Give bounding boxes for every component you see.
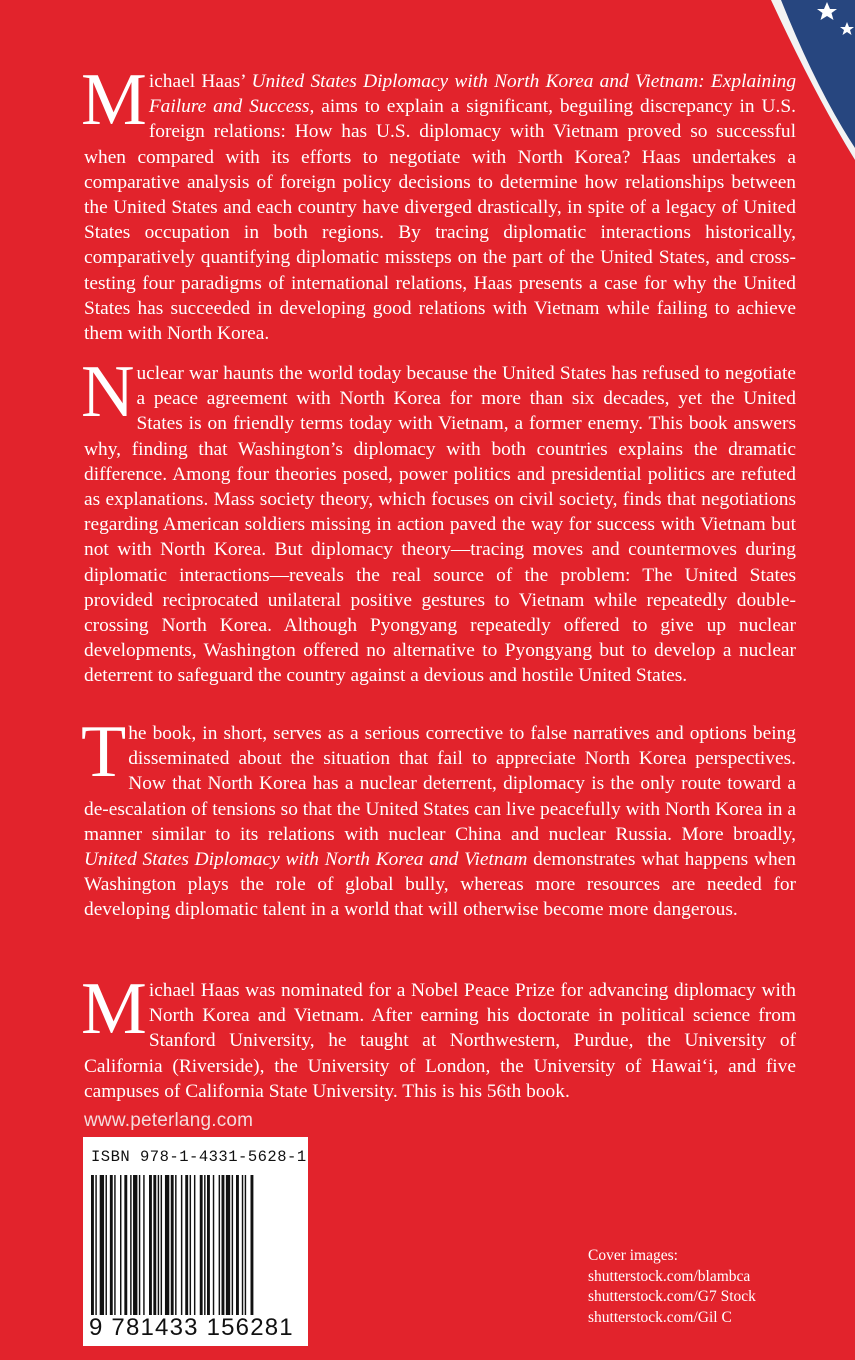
paragraph-text: ichael Haas’ xyxy=(148,71,252,92)
paragraph-text: , aims to explain a significant, beguiling discrepancy in U.S. foreign relations: How has U.S. diplomacy with Vietnam proved so successful when compared with its efforts to negotiate with North Korea? Haas undertakes a comparative analysis of foreign policy decisions to determine how relationships between the United States and each country have diverged drastically, in spite of a legacy of United States occupation in both regions. By tracing diplomatic interactions historically, comparatively quantifying diplomatic missteps on the part of the United States, and cross-testing four paradigms of international relations, Haas presents a case for why the United States has succeeded in developing good relations with Vietnam while failing to achieve them with North Korea. xyxy=(84,96,796,345)
barcode-bars xyxy=(89,1175,302,1315)
credit-line: shutterstock.com/Gil C xyxy=(588,1308,732,1326)
description-paragraph-2 xyxy=(81,351,796,689)
drop-cap: N xyxy=(81,351,135,433)
barcode-bar xyxy=(194,1175,195,1315)
isbn-barcode xyxy=(83,1137,308,1346)
barcode-digits: 9 781433 156281 xyxy=(89,1314,294,1341)
barcode-bar xyxy=(133,1175,137,1315)
drop-cap: M xyxy=(81,968,147,1050)
barcode-bar xyxy=(245,1175,246,1315)
barcode-bar xyxy=(143,1175,144,1315)
barcode-bar xyxy=(165,1175,169,1315)
barcode-bar xyxy=(100,1175,104,1315)
barcode-bar xyxy=(236,1175,239,1315)
credits-heading: Cover images: xyxy=(588,1247,678,1264)
barcode-bar xyxy=(226,1175,230,1315)
paragraph-text: ichael Haas was nominated for a Nobel Peace Prize for advancing diplomacy with North Korea and Vietnam. After earning his doctorate in political science from Stanford University, he taught at Northwestern, Purdue, the University of California (Riverside), the University of London, the University of Hawai‘i, and five campuses of California State University. This is his 56th book. xyxy=(84,980,796,1102)
barcode-bar xyxy=(171,1175,174,1315)
isbn-label: ISBN 978-1-4331-5628-1 xyxy=(91,1148,307,1166)
barcode-bar xyxy=(204,1175,205,1315)
barcode-bar xyxy=(222,1175,225,1315)
barcode-bar xyxy=(130,1175,131,1315)
book-title-italic: United States Diplomacy with North Korea and Vietnam: Explaining Failure and Success xyxy=(148,71,797,118)
barcode-bar xyxy=(153,1175,156,1315)
description-paragraph-3 xyxy=(81,711,796,923)
barcode-bar xyxy=(219,1175,220,1315)
barcode-bar xyxy=(139,1175,140,1315)
barcode-bar xyxy=(95,1175,96,1315)
barcode-bar xyxy=(161,1175,162,1315)
barcode-bar xyxy=(114,1175,115,1315)
description-paragraph-1 xyxy=(81,59,797,346)
barcode-bar xyxy=(213,1175,214,1315)
barcode-bar xyxy=(185,1175,188,1315)
paragraph-text: he book, in short, serves as a serious corrective to false narratives and options being disseminated about the situation that fail to appreciate North Korea perspectives. Now that North Korea has a nuclear deterrent, diplomacy is the only route toward a de-escalation of tensions so that the United States can live peacefully with North Korea in a manner similar to its relations with nuclear China and nuclear Russia. More broadly, xyxy=(84,723,796,845)
barcode-bar xyxy=(200,1175,203,1315)
credit-line: shutterstock.com/G7 Stock xyxy=(588,1288,756,1305)
barcode-bar xyxy=(91,1175,94,1315)
barcode-bar xyxy=(207,1175,210,1315)
paragraph-text: demonstrates what happens when Washington plays the role of global bully, whereas more resources are needed for developing diplomatic talent in a world that will otherwise become more dangerous. xyxy=(84,849,796,921)
barcode-bar xyxy=(106,1175,107,1315)
barcode-bar xyxy=(175,1175,176,1315)
publisher-website: www.peterlang.com xyxy=(84,1110,254,1131)
barcode-bar xyxy=(242,1175,243,1315)
barcode-bar xyxy=(190,1175,191,1315)
drop-cap: M xyxy=(81,59,147,141)
barcode-bar xyxy=(158,1175,159,1315)
barcode-bar xyxy=(149,1175,152,1315)
credit-line: shutterstock.com/blambca xyxy=(588,1267,751,1285)
drop-cap: T xyxy=(81,711,127,793)
paragraph-text: uclear war haunts the world today because the United States has refused to negotiate a peace agreement with North Korea for more than six decades, yet the United States is on friendly terms today with Vietnam, a former enemy. This book answers why, finding that Washington’s diplomacy with both countries explains the dramatic difference. Among four theories posed, power politics and presidential politics are refuted as explanations. Mass society theory, which focuses on civil society, finds that negotiations regarding American soldiers missing in action paved the way for success with Vietnam but not with North Korea. But diplomacy theory—tracing moves and countermoves during diplomatic interactions—reveals the real source of the problem: The United States provided reciprocated unilateral positive gestures to Vietnam while repeatedly double-crossing North Korea. Although Pyongyang repeatedly offered to give up nuclear developments, Washington offered no alternative to Pyongyang but to develop a nuclear deterrent to safeguard the country against a devious and hostile United States. xyxy=(84,363,796,687)
barcode-bar xyxy=(251,1175,254,1315)
book-title-italic: United States Diplomacy with North Korea and Vietnam xyxy=(84,849,528,871)
barcode-bar xyxy=(120,1175,121,1315)
barcode-bar xyxy=(110,1175,113,1315)
barcode-bar xyxy=(181,1175,182,1315)
cover-image-credits xyxy=(588,1246,756,1328)
author-bio-paragraph xyxy=(81,968,796,1104)
barcode-bar xyxy=(232,1175,233,1315)
barcode-bar xyxy=(124,1175,127,1315)
